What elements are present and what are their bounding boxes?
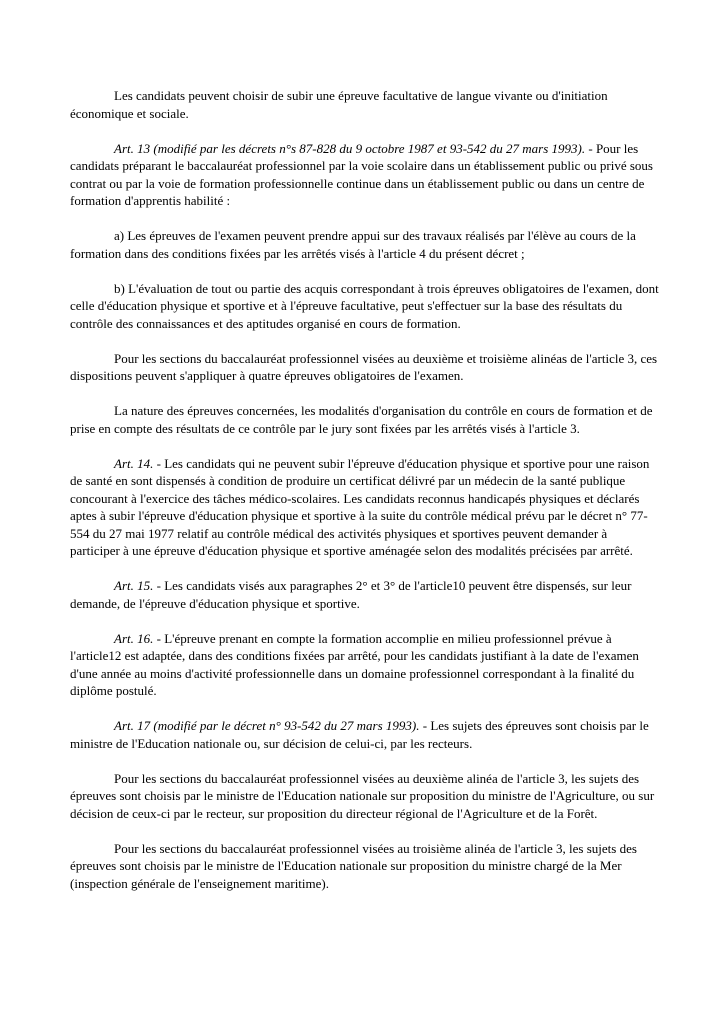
paragraph-art-17 xyxy=(70,717,660,752)
document-page xyxy=(70,87,660,910)
article-heading: Art. 16. - xyxy=(114,630,161,646)
paragraph-text: Les candidats qui ne peuvent subir l'épreuve d'éducation physique et sportive pour une raison de santé en sont dispensés à condition de produire un certificat délivré par un médecin de la santé publique concourant à l'exercice des tâches médico-scolaires. Les candidats reconnus handicapés physiques et déclarés aptes à subir l'épreuve d'éducation physique et sportive à la suite du contrôle médical prévu par le décret n° 77-554 du 27 mai 1977 relatif au contrôle médical des activités physiques et sportives peuvent demander à participer à une épreuve d'éducation physique et sportive aménagée selon des modalités précisées par arrêté. xyxy=(70,455,650,558)
paragraph-6 xyxy=(70,402,660,437)
paragraph-text: a) Les épreuves de l'examen peuvent prendre appui sur des travaux réalisés par l'élève au cours de la formation dans des conditions fixées par les arrêtés visés à l'article 4 du présent décret ; xyxy=(70,228,636,261)
paragraph-1 xyxy=(70,87,660,122)
paragraph-text: Pour les sections du baccalauréat professionnel visées au troisième alinéa de l'article 3, les sujets des épreuves sont choisis par le ministre de l'Education nationale sur proposition du ministre chargé de la Mer (inspection générale de l'enseignement maritime). xyxy=(70,840,637,891)
article-heading: Art. 17 (modifié par le décret n° 93-542 du 27 mars 1993). - xyxy=(114,718,428,733)
paragraph-text: b) L'évaluation de tout ou partie des acquis correspondant à trois épreuves obligatoires de l'examen, dont celle d'éducation physique et sportive et à l'épreuve facultative, peut s'effectuer sur la base des résultats du contrôle des connaissances et des aptitudes organisé en cours de formation. xyxy=(70,280,659,331)
paragraph-text: L'épreuve prenant en compte la formation accomplie en milieu professionnel prévue à l'article12 est adaptée, dans des conditions fixées par arrêté, pour les candidats justifiant à la date de l'examen d'une année au moins d'activité professionnelle dans un domaine professionnel correspondant à la finalité du diplôme postulé. xyxy=(70,630,639,698)
paragraph-art-14 xyxy=(70,455,660,560)
paragraph-11 xyxy=(70,770,660,823)
paragraph-text: Les candidats visés aux paragraphes 2° et 3° de l'article10 peuvent être dispensés, sur leur demande, de l'épreuve d'éducation physique et sportive. xyxy=(70,578,632,611)
paragraph-text: Pour les candidats préparant le baccalauréat professionnel par la voie scolaire dans un établissement public ou privé sous contrat ou par la voie de formation professionnelle continue dans un établissement public ou dans un centre de formation d'apprentis habilité : xyxy=(70,140,653,208)
article-heading: Art. 13 (modifié par les décrets n°s 87-828 du 9 octobre 1987 et 93-542 du 27 mars 1993). - xyxy=(114,140,593,156)
paragraph-text: Les candidats peuvent choisir de subir une épreuve facultative de langue vivante ou d'initiation économique et sociale. xyxy=(70,88,608,121)
paragraph-text: Les sujets des épreuves sont choisis par le ministre de l'Education nationale ou, sur décision de celui-ci, par les recteurs. xyxy=(70,718,649,751)
paragraph-art-15 xyxy=(70,577,660,612)
paragraph-5 xyxy=(70,350,660,385)
paragraph-text: La nature des épreuves concernées, les modalités d'organisation du contrôle en cours de formation et de prise en compte des résultats de ce contrôle par le jury sont fixées par les arrêtés visés à l'article 3. xyxy=(70,403,653,436)
paragraph-art-13 xyxy=(70,140,660,210)
paragraph-4 xyxy=(70,280,660,333)
article-heading: Art. 15. - xyxy=(114,578,161,593)
paragraph-12 xyxy=(70,840,660,893)
article-heading: Art. 14. - xyxy=(114,455,161,471)
paragraph-art-16 xyxy=(70,630,660,700)
paragraph-3 xyxy=(70,227,660,262)
paragraph-text: Pour les sections du baccalauréat professionnel visées au deuxième alinéa de l'article 3, les sujets des épreuves sont choisis par le ministre de l'Education nationale sur proposition du ministre de l'Agriculture, ou sur décision de ceux-ci par le recteur, sur proposition du directeur régional de l'Agriculture et de la Forêt. xyxy=(70,770,655,821)
paragraph-text: Pour les sections du baccalauréat professionnel visées au deuxième et troisième alinéas de l'article 3, ces dispositions peuvent s'appliquer à quatre épreuves obligatoires de l'examen. xyxy=(70,350,658,383)
